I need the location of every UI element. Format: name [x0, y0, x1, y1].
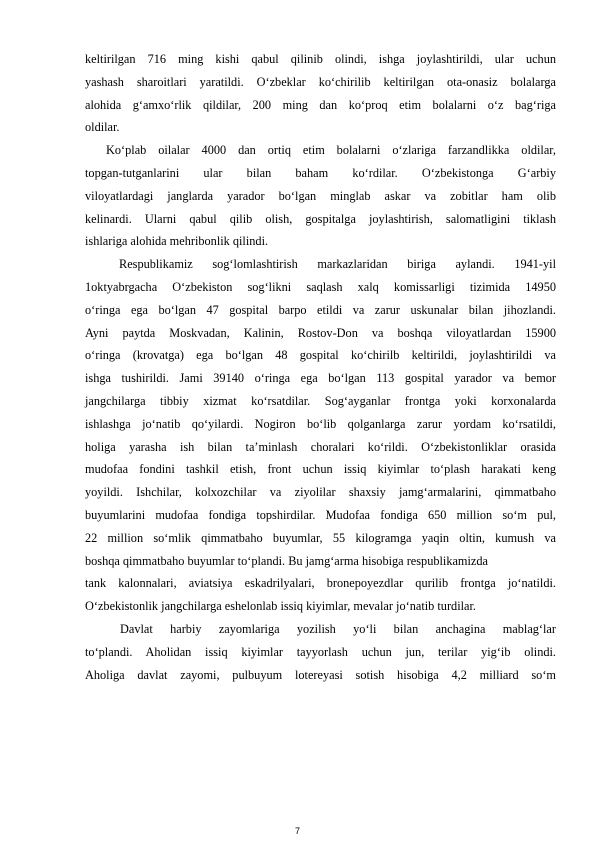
- text-line: buyumlarini mudofaa fondiga topshirdilar. Mudofaa fondiga 650 million so‘m pul,: [85, 507, 556, 522]
- text-line: keltirilgan 716 ming kishi qabul qilinib olindi, ishga joylashtirildi, ular uchun: [85, 52, 556, 66]
- text-line: yoyildi. Ishchilar, kolxozchilar va ziyolilar shaxsiy jamg‘armalarini, qimmatbaho: [85, 485, 556, 500]
- paragraph-first-line: Respublikamiz sog‘lomlashtirish markazlaridan biriga aylandi. 1941-yil: [119, 257, 556, 272]
- text-line: Ayni paytda Moskvadan, Kalinin, Rostov-Don va boshqa viloyatlardan 15900: [85, 325, 556, 340]
- text-line: yashash sharoitlari yaratildi. O‘zbeklar ko‘chirilib keltirilgan ota-onasiz bolalarga: [85, 74, 556, 89]
- text-line: holiga yarasha ish bilan ta’minlash choralari ko‘rildi. O‘zbekistonliklar orasida: [85, 439, 556, 454]
- paragraph-first-line: Davlat harbiy zayomlariga yozilish yo‘li bilan anchagina mablag‘lar: [120, 621, 556, 636]
- page-number: 7: [294, 826, 300, 836]
- text-line: o‘ringa (krovatga) ega bo‘lgan 48 gospital ko‘chirilb keltirildi, joylashtirildi va: [85, 348, 556, 363]
- text-line: kelinardi. Ularni qabul qilib olish, gospitalga joylashtirish, salomatligini tiklash: [85, 211, 556, 226]
- text-line: o‘ringa ega bo‘lgan 47 gospital barpo etildi va zarur uskunalar bilan jihozlandi.: [85, 302, 556, 317]
- text-line: alohida g‘amxo‘rlik qildilar, 200 ming dan ko‘proq etim bolalarni o‘z bag‘riga: [85, 97, 556, 112]
- text-line: oldilar.: [85, 120, 120, 135]
- text-line: 22 million so‘mlik qimmatbaho buyumlar, 55 kilogramga yaqin oltin, kumush va: [85, 530, 556, 545]
- text-line: ishlashga jo‘natib qo‘yilardi. Nogiron bo‘lib qolganlarga zarur yordam ko‘rsatildi,: [85, 416, 556, 431]
- text-line: jangchilarga tibbiy xizmat ko‘rsatdilar. Sog‘ayganlar frontga yoki korxonalarda: [85, 393, 556, 408]
- text-line: topgan-tutganlarini ular bilan baham ko‘rdilar. O‘zbekistonga G‘arbiy: [85, 165, 556, 180]
- document-page: [85, 48, 556, 686]
- text-line: ishlariga alohida mehribonlik qilindi.: [85, 234, 269, 249]
- paragraph-first-line: Ko‘plab oilalar 4000 dan ortiq etim bolalarni o‘zlariga farzandlikka oldilar,: [106, 143, 556, 158]
- text-line: O‘zbekistonlik jangchilarga eshelonlab issiq kiyimlar, mevalar jo‘natib turdilar.: [85, 599, 476, 614]
- text-line: boshqa qimmatbaho buyumlar to‘plandi. Bu jamg‘arma hisobiga respublikamizda: [85, 553, 488, 568]
- text-line: ishga tushirildi. Jami 39140 o‘ringa ega bo‘lgan 113 gospital yarador va bemor: [85, 371, 556, 386]
- text-line: mudofaa fondini tashkil etish, front uchun issiq kiyimlar to‘plash harakati keng: [85, 462, 556, 477]
- text-line: 1oktyabrgacha O‘zbekiston sog‘likni saqlash xalq komissarligi tizimida 14950: [85, 279, 556, 294]
- text-line: Aholiga davlat zayomi, pulbuyum lotereyasi sotish hisobiga 4,2 milliard so‘m: [85, 667, 556, 682]
- text-line: to‘plandi. Aholidan issiq kiyimlar tayyorlash uchun jun, terilar yig‘ib olindi.: [85, 644, 556, 659]
- text-line: viloyatlardagi janglarda yarador bo‘lgan minglab askar va zobitlar ham olib: [85, 188, 556, 203]
- text-line: tank kalonnalari, aviatsiya eskadrilyalari, bronepoyezdlar qurilib frontga jo‘natildi.: [85, 576, 556, 591]
